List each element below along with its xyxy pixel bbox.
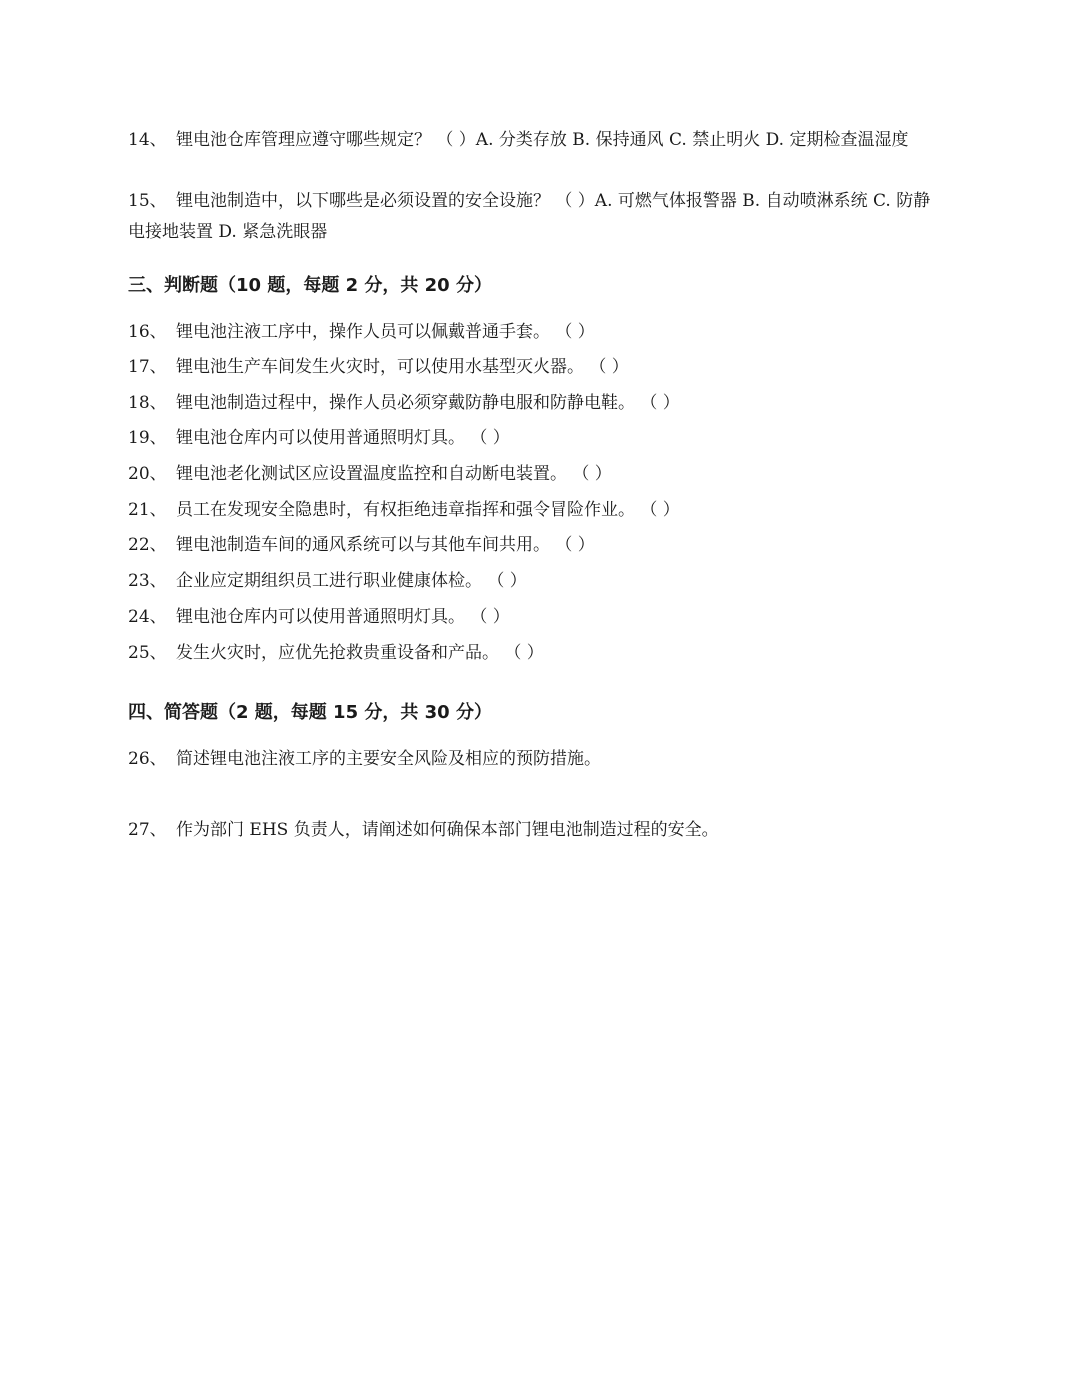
question-number: 14、 [128, 130, 167, 150]
question-22 [128, 530, 946, 561]
question-14 [128, 125, 946, 156]
question-text: 锂电池仓库内可以使用普通照明灯具。 （ ） [176, 607, 510, 627]
question-number: 18、 [128, 393, 167, 413]
question-number: 21、 [128, 500, 167, 520]
question-text: 企业应定期组织员工进行职业健康体检。 （ ） [176, 571, 527, 591]
question-17 [128, 352, 946, 383]
question-number: 25、 [128, 643, 167, 663]
question-number: 20、 [128, 464, 167, 484]
section-heading-judgement: 三、判断题（10 题，每题 2 分，共 20 分） [128, 275, 492, 296]
question-text: 发生火灾时，应优先抢救贵重设备和产品。 （ ） [176, 643, 544, 663]
question-text: 简述锂电池注液工序的主要安全风险及相应的预防措施。 [176, 749, 601, 769]
question-number: 22、 [128, 535, 167, 555]
question-24 [128, 602, 946, 633]
question-20 [128, 459, 946, 490]
question-number: 16、 [128, 322, 167, 342]
question-text: 锂电池生产车间发生火灾时，可以使用水基型灭火器。 （ ） [176, 357, 629, 377]
question-text: 锂电池仓库内可以使用普通照明灯具。 （ ） [176, 428, 510, 448]
question-18 [128, 388, 946, 419]
question-number: 27、 [128, 820, 167, 840]
question-26 [128, 744, 946, 775]
question-text: 锂电池老化测试区应设置温度监控和自动断电装置。 （ ） [176, 464, 612, 484]
question-25 [128, 638, 946, 669]
question-text: 锂电池注液工序中，操作人员可以佩戴普通手套。 （ ） [176, 322, 595, 342]
question-text: 锂电池制造中，以下哪些是必须设置的安全设施？ （ ）A. 可燃气体报警器 B. 自动喷淋系统 C. 防静电接地装置 D. 紧急洗眼器 [128, 191, 931, 242]
question-text: 作为部门 EHS 负责人，请阐述如何确保本部门锂电池制造过程的安全。 [176, 820, 719, 840]
question-number: 15、 [128, 191, 167, 211]
question-number: 19、 [128, 428, 167, 448]
question-15 [128, 186, 946, 248]
question-27 [128, 815, 946, 846]
section-heading-short-answer: 四、简答题（2 题，每题 15 分，共 30 分） [128, 702, 492, 723]
question-number: 24、 [128, 607, 167, 627]
question-21 [128, 495, 946, 526]
question-text: 锂电池制造车间的通风系统可以与其他车间共用。 （ ） [176, 535, 595, 555]
question-text: 锂电池仓库管理应遵守哪些规定？ （ ）A. 分类存放 B. 保持通风 C. 禁止明火 D. 定期检查温湿度 [176, 130, 909, 150]
question-16 [128, 317, 946, 348]
question-text: 锂电池制造过程中，操作人员必须穿戴防静电服和防静电鞋。 （ ） [176, 393, 680, 413]
question-19 [128, 423, 946, 454]
question-23 [128, 566, 946, 597]
question-text: 员工在发现安全隐患时，有权拒绝违章指挥和强令冒险作业。 （ ） [176, 500, 680, 520]
question-number: 23、 [128, 571, 167, 591]
question-number: 17、 [128, 357, 167, 377]
question-number: 26、 [128, 749, 167, 769]
